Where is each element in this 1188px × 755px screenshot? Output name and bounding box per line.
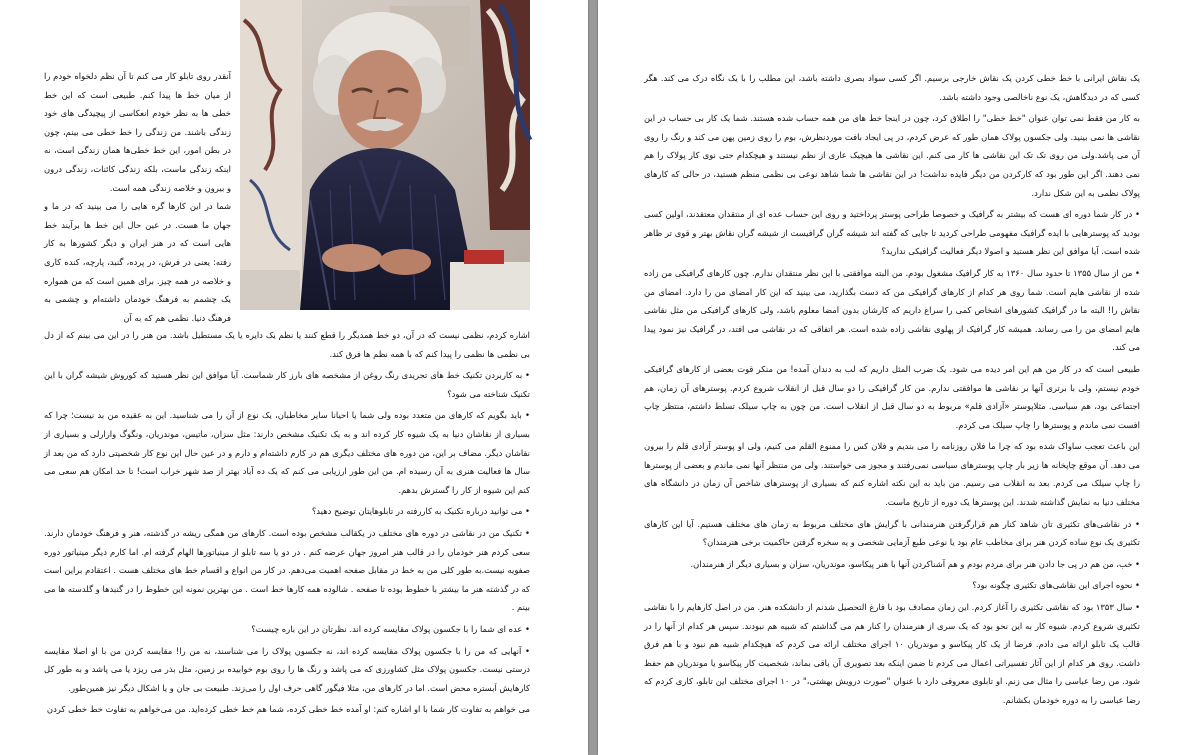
document-page-left [0,0,588,755]
paragraph: یک نقاش ایرانی با خط خطی کردن یک نقاش خارجی برسیم. اگر کسی سواد بصری داشته باشد، این مطلب را با یک نگاه درک می کند. هگر کسی که در دیدگاهش، یک نوع ناخالصی وجود داشته باشد. [644,73,1140,102]
paragraph: به کار من فقط نمی توان عنوان "خط خطی" را اطلاق کرد، چون در اینجا خط های من همه حساب شده هستند. شما یک کار بی حساب در این نقاشی ها نمی بینید. ولی جکسون پولاک همان طور که عرض کردم، در پی ایجاد بافت موردنظرش، بوم را روی زمین پهن می کند و رنگ را روی آن می پاشد.ولی من روی تک تک این نقاشی ها کار می کنم. این نقاشی ها هیچیک عاری از نظم نیستند و هیچکدام حتی نوی کار پولاک را هم نمی دهند. اگر این طور بود که کارکردن من دیگر فایده نداشت! در این نقاشی ها شما شاهد نوعی بی نظمی منظم هستید، در حالی که کارهای پولاک نظمی به این شکل ندارد. [644,113,1140,198]
portrait-photo-icon [240,0,530,310]
paragraph: آنقدر روی تابلو کار می کنم تا آن نظم دلخواه خودم را از میان خط ها پیدا کنم. طبیعی است که این خط خطی ها به نظر خودم انعکاسی از پیچیدگی های خود زندگی باشند. من زندگی را خط خطی می بینم، چون در بطن امور، این خط خطی‌ها همان زندگی است، نه اینکه زندگی ماست، بلکه زندگی کائنات، زندگی درون و بیرون و خلاصه زندگی همه است. [44,71,231,193]
question-paragraph: • در کار شما دوره ای هست که بیشتر به گرافیک و خصوصا طراحی پوستر پرداختید و روی این حساب عده ای از منتقدان معتقدند، اولین کسی بودید که پوسترهایی با ایده گرافیک مفهومی طراحی کردید تا جایی که گفته اند شیشه گران گرافیست از شیشه گران نقاش بهتر و قوی تر ظاهر شده است. آیا موافق این نظر هستید و اصولا دیگر فعالیت گرافیکی ندارید؟ [644,209,1140,257]
question-paragraph: • به کاربردن تکنیک خط های تجریدی رنگ روغن از مشخصه های بارز کار شماست. آیا موافق این نظر هستید که کوروش شیشه گران با این تکنیک شناخته می شود؟ [44,370,530,399]
question-paragraph: • عده ای شما را با جکسون پولاک مقایسه کرده اند. نظرتان در این باره چیست؟ [251,623,530,634]
article-text-main [44,326,530,715]
answer-paragraph: • تکنیک من در نقاشی در دوره های مختلف در یکقالب مشخص بوده است. کارهای من همگی ریشه در گذشته، هنر و فرهنگ خودمان دارند. سعی کردم هنر خودمان را در قالب هنر امروز جهان عرضه کنم . در دو یا سه تابلو از مینیاتورها الهام گرفته ام. اما کارم دیگر مینیاتور دوره صفویه نیست.به طور کلی من به خط در مقابل صفحه اهمیت می‌دهم. در کار من انواع و اقسام خط های مختلف هست . اعتقادم براین است که در گذشته هنر ما بیشتر با خطوط بوده تا صفحه . شالوده همه کارها خط است . من بهترین نمونه این خطوط را در گنبدها و گلدسته ها می بینم . [44,527,530,613]
answer-paragraph: • خب، من هم در پی جا دادن هنر برای مردم بودم و هم آشناکردن آنها با هنر پیکاسو، موندریان، سزان و بسیاری دیگر از هنرمندان. [690,558,1140,569]
paragraph: طبیعی است که در کار من هم این امر دیده می شود. یک ضرب المثل داریم که لب به دندان آمده! من منکر قوت بعضی از کارهای گرافیکی خودم نیستم، ولی با برتری آنها بر نقاشی ها موافقتی ندارم. من کار گرافیکی را دو سال قبل از انقلاب شروع کردم. پوسترهای آن زمان، هم اجتماعی بود، هم سیاسی. مثلاپوستر «آزادی قلم» مربوط به دو سال قبل از انقلاب است. من چون به چاپ سیلک تسلط داشتم، منتظر چاپ افست نمی ماندم و پوسترها را چاپ سیلک می کردم. [644,363,1140,430]
paragraph: می خواهم به تفاوت کار شما با او اشاره کنم: او آمده خط خطی کرده، شما هم خط خطی کرده‌اید. من می‌خواهم به تفاوت خط خطی کردن [46,704,530,715]
paragraph: شما در این کارها گره هایی را می بینید که در ما و جهان ما هست. در عین حال این خط ها برآیند خط هایی است که در هنر ایران و دیگر کشورها به کار رفته: یعنی در فرش، در پرده، گنبد، پارچه، کنده کاری و خلاصه در همه چیز. برای همین است که من همواره یک چشمم به فرهنگ خودمان داشته‌ام و چشمی به فرهنگ دنیا. نظمی هم که به آن [44,201,231,323]
paragraph: اشاره کردم، نظمی نیست که در آن، دو خط همدیگر را قطع کنند یا نظم یک دایره یا یک مستطیل باشد. من هنر را در این می بینم که از دل بی نظمی ها نظمی را پیدا کنم که با همه نظم ها فرق کند. [44,330,530,359]
article-text-wrap [44,67,231,327]
question-paragraph: • می توانید درباره تکنیک به کاررفته در تابلوهایتان توضیح دهید؟ [311,506,530,517]
answer-paragraph: • آنهایی که من را با جکسون پولاک مقایسه کرده اند، نه جکسون پولاک را می شناسند، نه من را! مقایسه کردن من با او اصلا مقایسه درستی نیست. جکسون پولاک مثل کشاورزی که می پاشد و رنگ ها را روی بوم خوابیده بر زمین، مثل بذر می ریزد یا می پاشد و به طور کل کارهایش اَبستره محض است. اما در کارهای من، مثلا فیگور گاهی حرف اول را می‌زند. طبیعت بی جان و یا اشکال دیگر نیز همین‌طور. [44,645,530,693]
article-text-right [644,69,1141,705]
paragraph: این باعث تعجب ساواک شده بود که چرا ما فلان روزنامه را می بندیم و فلان کس را ممنوع القلم می کنیم، ولی او پوستر آزادی قلم را بیرون می دهد. آن موقع چاپخانه ها زیر بار چاپ پوسترهای سیاسی نمی‌رفتند و مجوز می خواستند. ولی من منتظر آنها نمی ماندم و بعضی از پوسترها را چاپ سیلک می کردم. بعد به انقلاب می رسیم. من باید به این نکته اشاره کنم که بسیاری از پوسترهای شاخص آن زمان در دانشگاه های مختلف دنیا به نمایش گذاشته شدند. این پوسترها یک دوره از تاریخ ماست. [644,441,1140,508]
answer-paragraph: • سال ۱۳۵۳ بود که نقاشی تکثیری را آغاز کردم. این زمان مصادف بود با فارغ التحصیل شدنم از دانشکده هنر. من در اصل کارهایم را با نقاشی تکثیری شروع کردم. شیوه کار به این نحو بود که یک سری از هنرمندان را کنار هم می گذاشتم که شبیه هم نبودند. سپس هر کدام از آنها را در قالب یک تابلو ارائه می دادم. فرضا از یک کار پیکاسو و موندریان ۱۰ اجرای مختلف ارائه می کردم که هیچکدام شبیه هم نبود و با هم فرق داشت. روی هر کدام از این آثار تفسیراتی اعمال می کردم تا ضمن اینکه بعد تصویری آن باقی بماند، شخصیت کار پیکاسو یا موندریان هم حفظ شود. من رضا عباسی را مثال می زنم. او تابلوی معروفی دارد با عنوان "صورت درویش بهشتی،" در ۱۰ اجرای مختلف این تابلو، کاری کردم که رضا عباسی را به دوره خودمان بکشانم. [644,602,1141,705]
document-page-right [598,0,1188,755]
question-paragraph: • در نقاشی‌های تکثیری تان شاهد کنار هم قرارگرفتن هنرمندانی با گرایش های مختلف مربوط به زمان های مختلف هستیم. آیا این کارهای تکثیری یک نوع ساده کردن هنر برای مخاطب عام بود یا نوعی طبع آزمایی شخصی و یه سخره گرفتن حاکمیت برخی هنرمندان؟ [644,518,1140,548]
answer-paragraph: • من از سال ۱۳۵۵ تا حدود سال ۱۳۶۰ به کار گرافیک مشغول بودم. من البته موافقتی با این نظر منتقدان ندارم. چون کارهای گرافیکی من زاده شده از نقاشی هایم است. شما روی هر کدام از کارهای گرافیکی من که دست بگذارید، می بینید که این کار امضای من را دارد. امضای من نقاش را! البته ما در گرافیک کشورهای اشخاص کمی را سراغ داریم که کارشان بدون امضا معلوم باشد، ولی کارهای گرافیکی من مثل نقاشی هایم امضای من را می رساند. همیشه کار گرافیک از پهلوی نقاشی زاده شده است. هر اتفاقی که در نقاشی می افتد، در گرافیک نیز نمود پیدا می کند. [644,267,1140,353]
answer-paragraph: • باید بگویم که کارهای من متعدد بوده ولی شما یا احیانا سایر مخاطبان، یک نوع از آن را می شناسید. این به عقیده من بد نیست؛ چرا که بسیاری از نقاشان دنیا به یک شیوه کار کرده اند و به یک تکنیک مشخص دارند: مثل سزان، ماتیس، موندریان، ونگوگ وارارلی و بسیاری از نقاشان دیگر. مضاف بر این، من دوره های مختلف دیگری هم در کارم داشته‌ام و دارم و در عین حال این نوع کار شخصیتی دارد که من بعد از سال ها فعالیت هنری به آن رسیده ام. من این طور ارزیابی می کنم که یک ده آباد بهتر از صد شهر خراب است! تا حد امکان هم سعی می کنم این شیوه از کار را گسترش بدهم. [44,410,530,495]
question-paragraph: • نحوه اجرای این نقاشی‌های تکثیری چگونه بود؟ [972,580,1140,591]
